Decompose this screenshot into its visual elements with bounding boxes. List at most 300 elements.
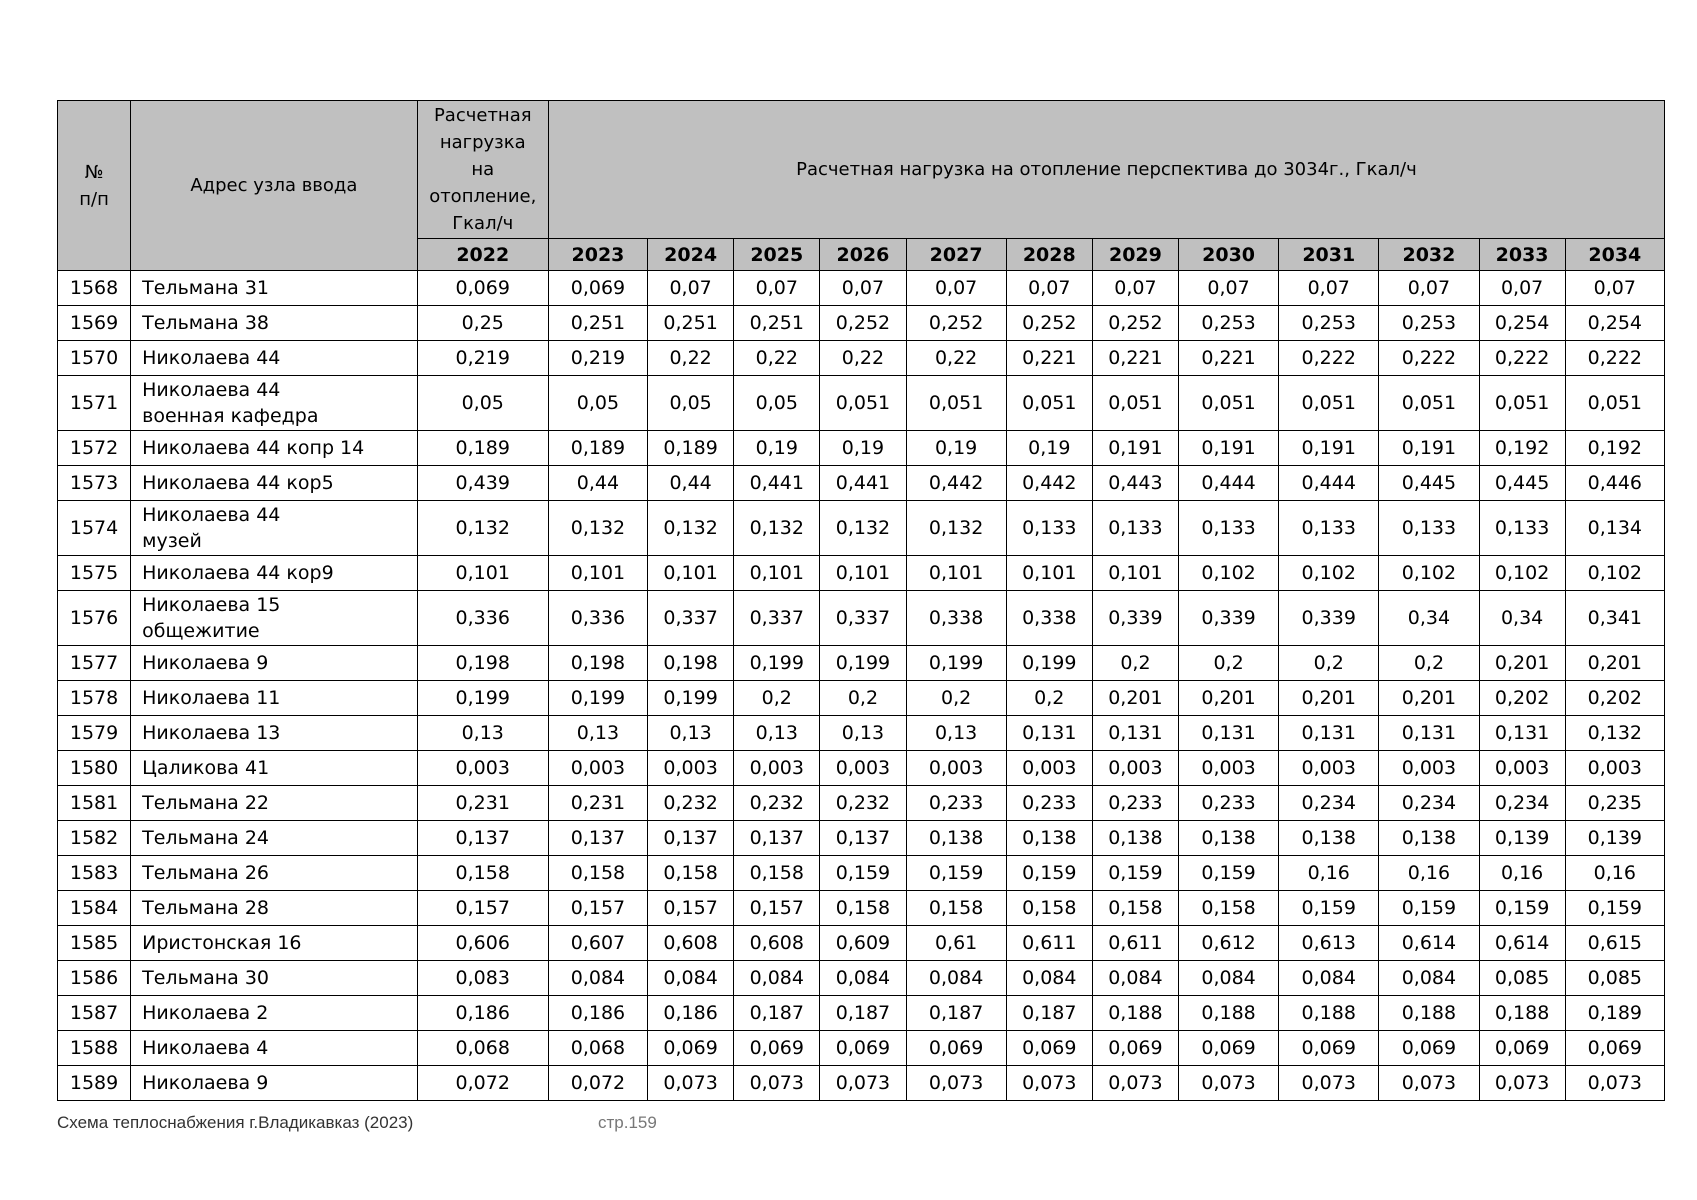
row-number: 1573 xyxy=(58,466,131,501)
load-value-cell: 0,61 xyxy=(906,926,1006,961)
load-value-cell: 0,22 xyxy=(820,341,906,376)
load-value-cell: 0,133 xyxy=(1006,501,1092,556)
load-value-cell: 0,159 xyxy=(1279,891,1379,926)
load-value-cell: 0,003 xyxy=(1479,751,1565,786)
load-value-cell: 0,222 xyxy=(1565,341,1664,376)
load-value-cell: 0,614 xyxy=(1479,926,1565,961)
header-year: 2023 xyxy=(548,239,647,271)
load-value-cell: 0,339 xyxy=(1092,591,1178,646)
row-address: Цаликова 41 xyxy=(131,751,418,786)
load-value-cell: 0,186 xyxy=(417,996,548,1031)
load-value-cell: 0,072 xyxy=(417,1066,548,1101)
load-value-cell: 0,252 xyxy=(906,306,1006,341)
load-value-cell: 0,133 xyxy=(1279,501,1379,556)
load-value-cell: 0,101 xyxy=(820,556,906,591)
table-row xyxy=(58,556,1665,591)
load-value-cell: 0,051 xyxy=(1092,376,1178,431)
load-value-cell: 0,069 xyxy=(734,1031,820,1066)
load-value-cell: 0,003 xyxy=(1279,751,1379,786)
load-value-cell: 0,003 xyxy=(820,751,906,786)
row-address: Николаева 44 кор5 xyxy=(131,466,418,501)
load-value-cell: 0,22 xyxy=(906,341,1006,376)
load-value-cell: 0,138 xyxy=(1379,821,1479,856)
load-value-cell: 0,441 xyxy=(734,466,820,501)
load-value-cell: 0,069 xyxy=(1179,1031,1279,1066)
load-value-cell: 0,231 xyxy=(417,786,548,821)
load-value-cell: 0,101 xyxy=(906,556,1006,591)
load-value-cell: 0,051 xyxy=(1279,376,1379,431)
load-value-cell: 0,199 xyxy=(820,646,906,681)
load-value-cell: 0,084 xyxy=(1092,961,1178,996)
load-value-cell: 0,132 xyxy=(548,501,647,556)
load-value-cell: 0,189 xyxy=(417,431,548,466)
row-number: 1583 xyxy=(58,856,131,891)
load-value-cell: 0,232 xyxy=(648,786,734,821)
load-value-cell: 0,138 xyxy=(906,821,1006,856)
load-value-cell: 0,159 xyxy=(1092,856,1178,891)
load-value-cell: 0,003 xyxy=(648,751,734,786)
load-value-cell: 0,069 xyxy=(1092,1031,1178,1066)
load-value-cell: 0,187 xyxy=(734,996,820,1031)
load-value-cell: 0,191 xyxy=(1379,431,1479,466)
load-value-cell: 0,614 xyxy=(1379,926,1479,961)
table-row xyxy=(58,306,1665,341)
load-value-cell: 0,199 xyxy=(1006,646,1092,681)
row-number: 1577 xyxy=(58,646,131,681)
load-value-cell: 0,003 xyxy=(734,751,820,786)
header-row-top xyxy=(58,101,1665,239)
load-value-cell: 0,159 xyxy=(1565,891,1664,926)
load-value-cell: 0,187 xyxy=(906,996,1006,1031)
load-value-cell: 0,158 xyxy=(1092,891,1178,926)
load-value-cell: 0,069 xyxy=(648,1031,734,1066)
load-value-cell: 0,131 xyxy=(1006,716,1092,751)
load-value-cell: 0,231 xyxy=(548,786,647,821)
load-value-cell: 0,188 xyxy=(1092,996,1178,1031)
row-number: 1571 xyxy=(58,376,131,431)
load-value-cell: 0,101 xyxy=(1092,556,1178,591)
load-value-cell: 0,2 xyxy=(820,681,906,716)
load-value-cell: 0,069 xyxy=(1279,1031,1379,1066)
load-value-cell: 0,202 xyxy=(1479,681,1565,716)
load-value-cell: 0,613 xyxy=(1279,926,1379,961)
load-value-cell: 0,102 xyxy=(1179,556,1279,591)
load-value-cell: 0,003 xyxy=(548,751,647,786)
load-value-cell: 0,137 xyxy=(417,821,548,856)
load-value-cell: 0,201 xyxy=(1479,646,1565,681)
load-value-cell: 0,131 xyxy=(1479,716,1565,751)
table-row xyxy=(58,1066,1665,1101)
load-value-cell: 0,202 xyxy=(1565,681,1664,716)
load-value-cell: 0,19 xyxy=(820,431,906,466)
load-value-cell: 0,2 xyxy=(1379,646,1479,681)
row-address: Тельмана 28 xyxy=(131,891,418,926)
header-year: 2032 xyxy=(1379,239,1479,271)
load-value-cell: 0,07 xyxy=(1092,271,1178,306)
row-number: 1587 xyxy=(58,996,131,1031)
load-value-cell: 0,2 xyxy=(906,681,1006,716)
load-value-cell: 0,003 xyxy=(1006,751,1092,786)
load-value-cell: 0,337 xyxy=(734,591,820,646)
load-value-cell: 0,073 xyxy=(1179,1066,1279,1101)
row-address: Николаева 4 xyxy=(131,1031,418,1066)
table-row xyxy=(58,376,1665,431)
load-value-cell: 0,069 xyxy=(1379,1031,1479,1066)
load-value-cell: 0,133 xyxy=(1379,501,1479,556)
load-value-cell: 0,251 xyxy=(648,306,734,341)
load-value-cell: 0,253 xyxy=(1179,306,1279,341)
load-value-cell: 0,253 xyxy=(1279,306,1379,341)
load-value-cell: 0,132 xyxy=(648,501,734,556)
row-address: Николаева 44 военная кафедра xyxy=(131,376,418,431)
load-value-cell: 0,606 xyxy=(417,926,548,961)
load-value-cell: 0,07 xyxy=(1006,271,1092,306)
load-value-cell: 0,068 xyxy=(548,1031,647,1066)
row-address: Николаева 9 xyxy=(131,646,418,681)
header-perspective: Расчетная нагрузка на отопление перспектива до 3034г., Гкал/ч xyxy=(548,101,1664,239)
load-value-cell: 0,069 xyxy=(820,1031,906,1066)
load-value-cell: 0,609 xyxy=(820,926,906,961)
load-value-cell: 0,222 xyxy=(1279,341,1379,376)
load-value-cell: 0,084 xyxy=(1006,961,1092,996)
header-year-base: 2022 xyxy=(417,239,548,271)
load-value-cell: 0,16 xyxy=(1479,856,1565,891)
load-value-cell: 0,051 xyxy=(1006,376,1092,431)
load-value-cell: 0,137 xyxy=(548,821,647,856)
load-value-cell: 0,069 xyxy=(417,271,548,306)
row-address: Николаева 44 копр 14 xyxy=(131,431,418,466)
load-value-cell: 0,222 xyxy=(1379,341,1479,376)
load-value-cell: 0,44 xyxy=(548,466,647,501)
load-value-cell: 0,05 xyxy=(417,376,548,431)
row-number: 1584 xyxy=(58,891,131,926)
load-value-cell: 0,337 xyxy=(648,591,734,646)
load-value-cell: 0,13 xyxy=(648,716,734,751)
load-value-cell: 0,201 xyxy=(1092,681,1178,716)
load-value-cell: 0,068 xyxy=(417,1031,548,1066)
load-value-cell: 0,13 xyxy=(906,716,1006,751)
table-row xyxy=(58,501,1665,556)
load-value-cell: 0,446 xyxy=(1565,466,1664,501)
load-value-cell: 0,13 xyxy=(820,716,906,751)
load-value-cell: 0,133 xyxy=(1179,501,1279,556)
row-number: 1581 xyxy=(58,786,131,821)
load-value-cell: 0,102 xyxy=(1379,556,1479,591)
load-value-cell: 0,158 xyxy=(1006,891,1092,926)
load-value-cell: 0,083 xyxy=(417,961,548,996)
load-value-cell: 0,233 xyxy=(1006,786,1092,821)
row-number: 1585 xyxy=(58,926,131,961)
load-value-cell: 0,073 xyxy=(1379,1066,1479,1101)
load-value-cell: 0,051 xyxy=(1565,376,1664,431)
load-value-cell: 0,157 xyxy=(417,891,548,926)
load-value-cell: 0,445 xyxy=(1379,466,1479,501)
load-value-cell: 0,612 xyxy=(1179,926,1279,961)
load-value-cell: 0,234 xyxy=(1379,786,1479,821)
table-row xyxy=(58,821,1665,856)
header-base-load: Расчетная нагрузка на отопление, Гкал/ч xyxy=(417,101,548,239)
load-value-cell: 0,339 xyxy=(1279,591,1379,646)
load-value-cell: 0,138 xyxy=(1179,821,1279,856)
row-address: Николаева 44 кор9 xyxy=(131,556,418,591)
table-row xyxy=(58,961,1665,996)
row-address: Тельмана 31 xyxy=(131,271,418,306)
load-value-cell: 0,198 xyxy=(417,646,548,681)
load-value-cell: 0,073 xyxy=(734,1066,820,1101)
load-value-cell: 0,16 xyxy=(1565,856,1664,891)
load-value-cell: 0,16 xyxy=(1279,856,1379,891)
table-row xyxy=(58,681,1665,716)
load-value-cell: 0,201 xyxy=(1379,681,1479,716)
load-value-cell: 0,003 xyxy=(1179,751,1279,786)
load-value-cell: 0,084 xyxy=(820,961,906,996)
load-value-cell: 0,221 xyxy=(1179,341,1279,376)
load-value-cell: 0,219 xyxy=(548,341,647,376)
header-address: Адрес узла ввода xyxy=(131,101,418,271)
load-value-cell: 0,084 xyxy=(648,961,734,996)
load-value-cell: 0,198 xyxy=(648,646,734,681)
table-row xyxy=(58,716,1665,751)
load-value-cell: 0,13 xyxy=(734,716,820,751)
load-value-cell: 0,188 xyxy=(1179,996,1279,1031)
load-value-cell: 0,233 xyxy=(906,786,1006,821)
load-value-cell: 0,2 xyxy=(1092,646,1178,681)
row-address: Тельмана 26 xyxy=(131,856,418,891)
load-value-cell: 0,16 xyxy=(1379,856,1479,891)
load-value-cell: 0,069 xyxy=(1479,1031,1565,1066)
load-value-cell: 0,443 xyxy=(1092,466,1178,501)
table-row xyxy=(58,271,1665,306)
row-number: 1578 xyxy=(58,681,131,716)
load-value-cell: 0,073 xyxy=(1279,1066,1379,1101)
row-number: 1576 xyxy=(58,591,131,646)
load-value-cell: 0,07 xyxy=(1279,271,1379,306)
load-value-cell: 0,444 xyxy=(1279,466,1379,501)
load-value-cell: 0,073 xyxy=(1092,1066,1178,1101)
load-value-cell: 0,22 xyxy=(734,341,820,376)
load-value-cell: 0,102 xyxy=(1279,556,1379,591)
load-value-cell: 0,073 xyxy=(1006,1066,1092,1101)
footer-title: Схема теплоснабжения г.Владикавказ (2023) xyxy=(57,1113,414,1132)
load-value-cell: 0,07 xyxy=(1479,271,1565,306)
load-value-cell: 0,253 xyxy=(1379,306,1479,341)
load-value-cell: 0,101 xyxy=(417,556,548,591)
load-value-cell: 0,44 xyxy=(648,466,734,501)
load-value-cell: 0,003 xyxy=(417,751,548,786)
load-value-cell: 0,137 xyxy=(648,821,734,856)
row-address: Иристонская 16 xyxy=(131,926,418,961)
load-value-cell: 0,159 xyxy=(820,856,906,891)
load-value-cell: 0,34 xyxy=(1379,591,1479,646)
load-value-cell: 0,22 xyxy=(648,341,734,376)
load-value-cell: 0,2 xyxy=(1179,646,1279,681)
load-value-cell: 0,19 xyxy=(906,431,1006,466)
header-year: 2033 xyxy=(1479,239,1565,271)
row-number: 1572 xyxy=(58,431,131,466)
load-value-cell: 0,199 xyxy=(734,646,820,681)
load-value-cell: 0,201 xyxy=(1565,646,1664,681)
table-row xyxy=(58,996,1665,1031)
load-value-cell: 0,192 xyxy=(1479,431,1565,466)
load-value-cell: 0,221 xyxy=(1006,341,1092,376)
row-number: 1570 xyxy=(58,341,131,376)
load-value-cell: 0,201 xyxy=(1279,681,1379,716)
row-number: 1588 xyxy=(58,1031,131,1066)
load-value-cell: 0,611 xyxy=(1006,926,1092,961)
load-value-cell: 0,158 xyxy=(417,856,548,891)
load-value-cell: 0,254 xyxy=(1565,306,1664,341)
load-value-cell: 0,101 xyxy=(734,556,820,591)
load-value-cell: 0,234 xyxy=(1479,786,1565,821)
row-address: Николаева 44 xyxy=(131,341,418,376)
load-value-cell: 0,158 xyxy=(648,856,734,891)
load-value-cell: 0,051 xyxy=(1179,376,1279,431)
header-year: 2028 xyxy=(1006,239,1092,271)
load-value-cell: 0,338 xyxy=(906,591,1006,646)
row-number: 1568 xyxy=(58,271,131,306)
row-number: 1574 xyxy=(58,501,131,556)
load-value-cell: 0,189 xyxy=(1565,996,1664,1031)
load-value-cell: 0,137 xyxy=(734,821,820,856)
row-address: Николаева 13 xyxy=(131,716,418,751)
load-value-cell: 0,07 xyxy=(906,271,1006,306)
load-value-cell: 0,102 xyxy=(1479,556,1565,591)
load-value-cell: 0,192 xyxy=(1565,431,1664,466)
load-value-cell: 0,187 xyxy=(1006,996,1092,1031)
load-value-cell: 0,07 xyxy=(734,271,820,306)
load-value-cell: 0,157 xyxy=(734,891,820,926)
row-number: 1575 xyxy=(58,556,131,591)
table-row xyxy=(58,466,1665,501)
load-value-cell: 0,608 xyxy=(734,926,820,961)
load-value-cell: 0,201 xyxy=(1179,681,1279,716)
table-row xyxy=(58,751,1665,786)
load-value-cell: 0,134 xyxy=(1565,501,1664,556)
load-value-cell: 0,232 xyxy=(734,786,820,821)
header-year: 2025 xyxy=(734,239,820,271)
load-value-cell: 0,085 xyxy=(1565,961,1664,996)
load-value-cell: 0,05 xyxy=(734,376,820,431)
load-value-cell: 0,188 xyxy=(1279,996,1379,1031)
load-value-cell: 0,051 xyxy=(906,376,1006,431)
load-value-cell: 0,235 xyxy=(1565,786,1664,821)
load-value-cell: 0,05 xyxy=(648,376,734,431)
load-value-cell: 0,069 xyxy=(1565,1031,1664,1066)
header-year: 2031 xyxy=(1279,239,1379,271)
load-value-cell: 0,131 xyxy=(1279,716,1379,751)
row-number: 1580 xyxy=(58,751,131,786)
load-value-cell: 0,189 xyxy=(548,431,647,466)
load-value-cell: 0,157 xyxy=(548,891,647,926)
load-value-cell: 0,132 xyxy=(734,501,820,556)
load-value-cell: 0,158 xyxy=(1179,891,1279,926)
page-number: стр.159 xyxy=(598,1113,657,1132)
row-number: 1569 xyxy=(58,306,131,341)
load-value-cell: 0,615 xyxy=(1565,926,1664,961)
load-value-cell: 0,221 xyxy=(1092,341,1178,376)
load-value-cell: 0,138 xyxy=(1006,821,1092,856)
load-value-cell: 0,445 xyxy=(1479,466,1565,501)
load-value-cell: 0,191 xyxy=(1179,431,1279,466)
load-value-cell: 0,188 xyxy=(1479,996,1565,1031)
load-value-cell: 0,252 xyxy=(820,306,906,341)
header-year: 2027 xyxy=(906,239,1006,271)
table-row xyxy=(58,856,1665,891)
load-value-cell: 0,607 xyxy=(548,926,647,961)
load-value-cell: 0,157 xyxy=(648,891,734,926)
load-value-cell: 0,251 xyxy=(734,306,820,341)
load-value-cell: 0,611 xyxy=(1092,926,1178,961)
load-value-cell: 0,072 xyxy=(548,1066,647,1101)
load-value-cell: 0,133 xyxy=(1479,501,1565,556)
load-value-cell: 0,2 xyxy=(1279,646,1379,681)
load-value-cell: 0,051 xyxy=(1479,376,1565,431)
load-value-cell: 0,051 xyxy=(1379,376,1479,431)
load-value-cell: 0,158 xyxy=(820,891,906,926)
load-value-cell: 0,19 xyxy=(1006,431,1092,466)
load-value-cell: 0,084 xyxy=(1279,961,1379,996)
load-value-cell: 0,158 xyxy=(734,856,820,891)
load-value-cell: 0,131 xyxy=(1092,716,1178,751)
header-year: 2034 xyxy=(1565,239,1664,271)
load-value-cell: 0,233 xyxy=(1092,786,1178,821)
load-value-cell: 0,084 xyxy=(1379,961,1479,996)
load-value-cell: 0,132 xyxy=(417,501,548,556)
load-value-cell: 0,073 xyxy=(820,1066,906,1101)
load-value-cell: 0,158 xyxy=(906,891,1006,926)
table-row xyxy=(58,646,1665,681)
row-address: Николаева 11 xyxy=(131,681,418,716)
load-value-cell: 0,25 xyxy=(417,306,548,341)
load-value-cell: 0,2 xyxy=(734,681,820,716)
load-value-cell: 0,341 xyxy=(1565,591,1664,646)
load-value-cell: 0,101 xyxy=(1006,556,1092,591)
load-value-cell: 0,252 xyxy=(1006,306,1092,341)
load-value-cell: 0,073 xyxy=(648,1066,734,1101)
load-value-cell: 0,07 xyxy=(648,271,734,306)
load-value-cell: 0,337 xyxy=(820,591,906,646)
load-value-cell: 0,232 xyxy=(820,786,906,821)
row-address: Николаева 2 xyxy=(131,996,418,1031)
load-value-cell: 0,085 xyxy=(1479,961,1565,996)
header-year: 2024 xyxy=(648,239,734,271)
row-address: Тельмана 38 xyxy=(131,306,418,341)
load-value-cell: 0,219 xyxy=(417,341,548,376)
load-value-cell: 0,084 xyxy=(906,961,1006,996)
header-num: № п/п xyxy=(58,101,131,271)
load-value-cell: 0,159 xyxy=(1179,856,1279,891)
load-value-cell: 0,187 xyxy=(820,996,906,1031)
load-value-cell: 0,073 xyxy=(1565,1066,1664,1101)
table-row xyxy=(58,591,1665,646)
load-value-cell: 0,084 xyxy=(548,961,647,996)
table-row xyxy=(58,891,1665,926)
load-value-cell: 0,252 xyxy=(1092,306,1178,341)
load-value-cell: 0,073 xyxy=(1479,1066,1565,1101)
load-value-cell: 0,084 xyxy=(734,961,820,996)
load-value-cell: 0,137 xyxy=(820,821,906,856)
load-value-cell: 0,07 xyxy=(1379,271,1479,306)
table-row xyxy=(58,786,1665,821)
load-value-cell: 0,251 xyxy=(548,306,647,341)
load-value-cell: 0,101 xyxy=(648,556,734,591)
load-value-cell: 0,441 xyxy=(820,466,906,501)
load-value-cell: 0,222 xyxy=(1479,341,1565,376)
row-number: 1586 xyxy=(58,961,131,996)
load-value-cell: 0,191 xyxy=(1092,431,1178,466)
load-value-cell: 0,159 xyxy=(1379,891,1479,926)
load-value-cell: 0,07 xyxy=(820,271,906,306)
